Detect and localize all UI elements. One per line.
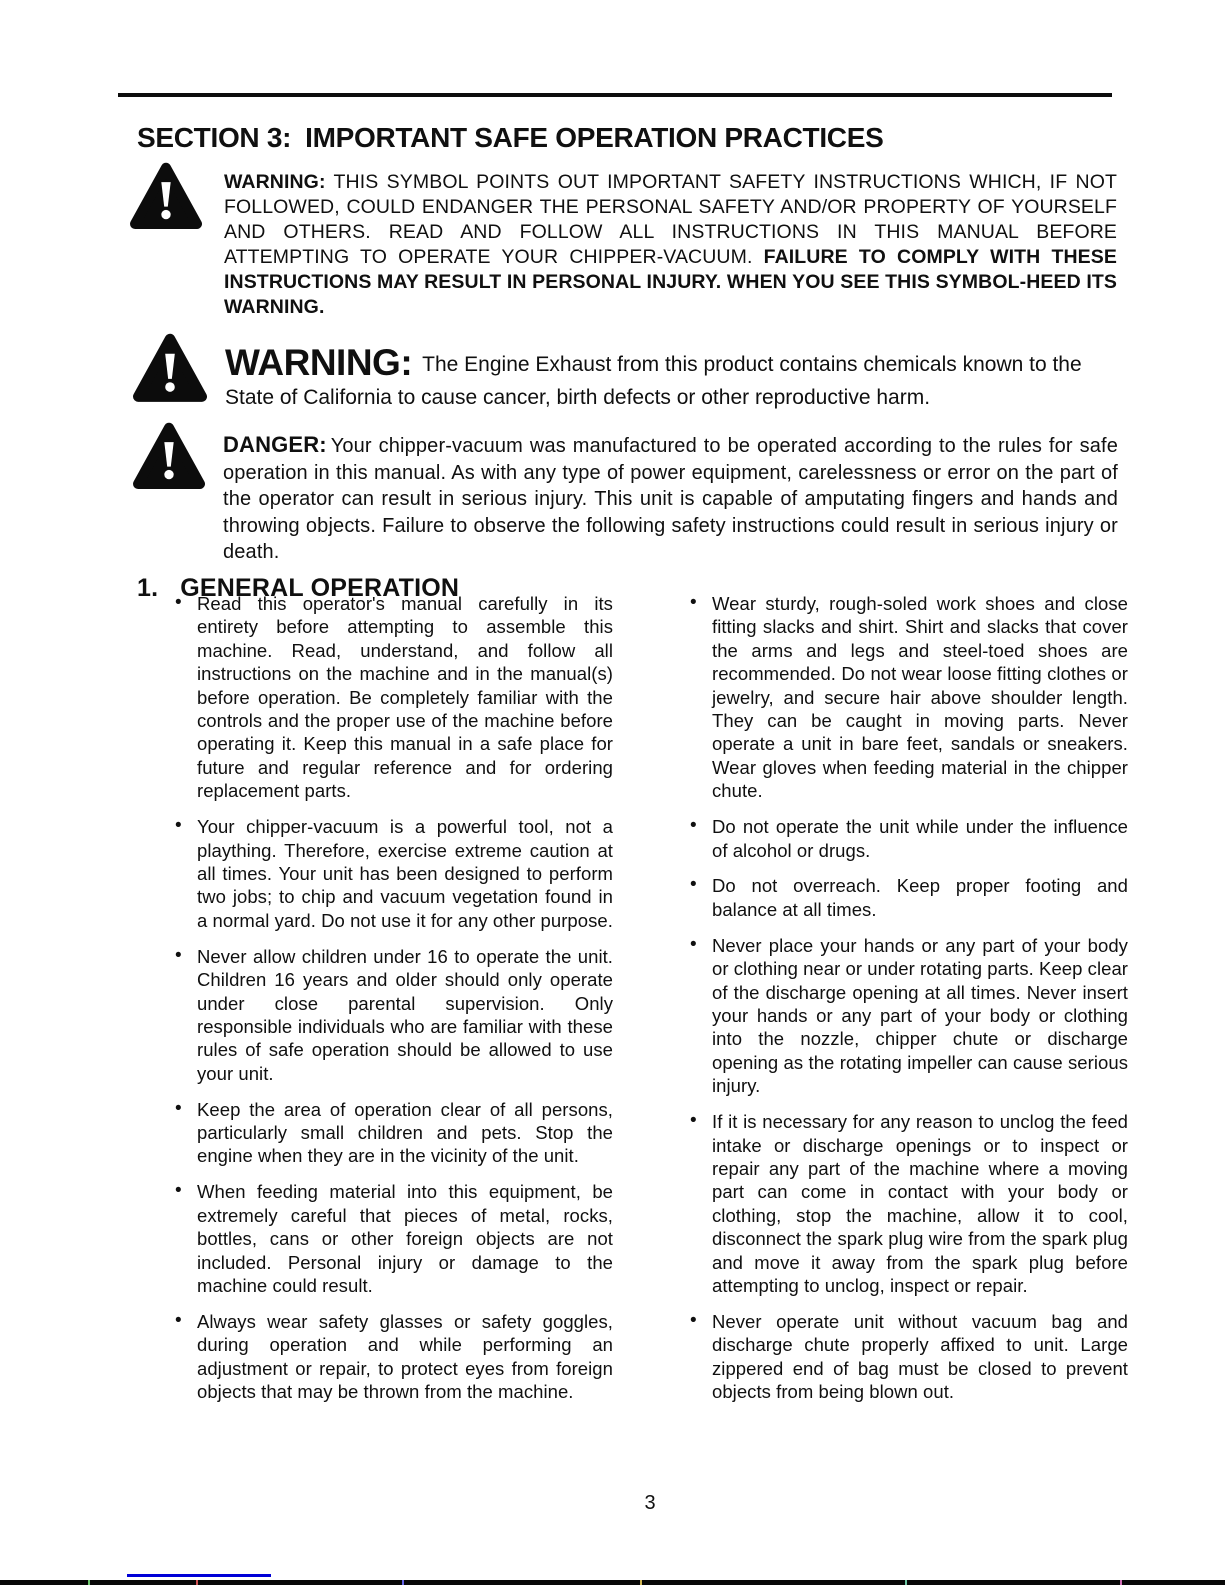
bullet-item: • If it is necessary for any reason to unclog the feed intake or discharge openings or to inspect or repair any part of the machine where a moving part can come in contact with your body or clothing, stop the machine, allow it to cool, disconnect the spark plug wire from the spark plug and move it away from the spark plug before attempting to unclog, inspect or repair.: [688, 1110, 1128, 1297]
bullet-item: • Never allow children under 16 to operate the unit. Children 16 years and older should only operate under close parental supervision. Only responsible individuals who are familiar with these rules of safe operation should be allowed to use your unit.: [173, 945, 613, 1085]
section-title-text: IMPORTANT SAFE OPERATION PRACTICES: [305, 121, 884, 153]
top-horizontal-rule: [118, 93, 1112, 97]
page-title: [137, 122, 883, 154]
bullet-columns: [173, 592, 1128, 1416]
warning-label: WARNING:: [224, 170, 326, 193]
heading-number: 1.: [137, 573, 159, 602]
page-number: 3: [644, 1492, 656, 1514]
symbol-warning-block: [130, 150, 1118, 339]
bullet-item: • Do not overreach. Keep proper footing and balance at all times.: [688, 874, 1128, 921]
bullet-item: • Wear sturdy, rough-soled work shoes and close fitting slacks and shirt. Shirt and slacks that cover the arms and legs and steel-toed shoes are recommended. Do not wear loose fitting clothes or jewelry, and secure hair above shoulder length. They can be caught in moving parts. Never operate a unit in bare feet, sandals or sneakers. Wear gloves when feeding material in the chipper chute.: [688, 592, 1128, 803]
left-bullet-list: [173, 592, 613, 1404]
danger-block: [133, 412, 1121, 586]
warning-text: The Engine Exhaust from this product contains chemicals known to the State of California to cause cancer, birth defects or other reproductive harm.: [225, 353, 1082, 409]
bullet-item: • Your chipper-vacuum is a powerful tool, not a plaything. Therefore, exercise extreme caution at all times. Your unit has been designed to perform two jobs; to chip and vacuum vegetation found in a normal yard. Do not use it for any other purpose.: [173, 815, 613, 932]
danger-text: [223, 432, 1118, 566]
bullet-item: • Always wear safety glasses or safety goggles, during operation and while performing an adjustment or repair, to protect eyes from foreign objects that may be thrown from the machine.: [173, 1310, 613, 1404]
scan-edge-artifact: [0, 1580, 1225, 1585]
bottom-blue-line: [127, 1574, 271, 1577]
warning-text-bold: FAILURE TO COMPLY WITH THESE INSTRUCTIONS MAY RESULT IN PERSONAL INJURY. WHEN YOU SEE THIS SYMBOL-HEED ITS WARNING.: [224, 245, 1117, 318]
bullet-item: • Keep the area of operation clear of all persons, particularly small children and pets. Stop the engine when they are in the vicinity of the unit.: [173, 1098, 613, 1168]
bullet-item: • Never place your hands or any part of your body or clothing near or under rotating parts. Keep clear of the discharge opening at all times. Never insert your hands or any part of your body or clothing into the nozzle, chipper chute or discharge opening as the rotating impeller can cause serious injury.: [688, 934, 1128, 1098]
danger-text-body: Your chipper-vacuum was manufactured to be operated according to the rules for safe operation in this manual. As with any type of power equipment, carelessness or error on the part of the operator can result in serious injury. This unit is capable of amputating fingers and hands and throwing objects. Failure to observe the following safety instructions could result in serious injury or death.: [223, 435, 1118, 563]
right-column: [688, 592, 1128, 1416]
bullet-item: • When feeding material into this equipment, be extremely careful that pieces of metal, rocks, bottles, cans or other foreign objects are not included. Personal injury or damage to the machine could result.: [173, 1180, 613, 1297]
heading-title: GENERAL OPERATION: [180, 573, 460, 602]
bullet-item: • Do not operate the unit while under the influence of alcohol or drugs.: [688, 815, 1128, 862]
section-label: SECTION 3:: [137, 121, 292, 153]
right-bullet-list: [688, 592, 1128, 1404]
exhaust-warning-text: [225, 344, 1120, 414]
warning-label: WARNING:: [225, 342, 413, 383]
bullet-item: • Read this operator's manual carefully in its entirety before attempting to assemble this machine. Read, understand, and follow all instructions on the machine and in the manual(s) before operation. Be completely familiar with the controls and the proper use of the machine before operating it. Keep this manual in a safe place for future and regular reference and for ordering replacement parts.: [173, 592, 613, 803]
warning-triangle-icon: [130, 150, 202, 339]
danger-label: DANGER:: [223, 432, 327, 457]
bullet-item: • Never operate unit without vacuum bag and discharge chute properly affixed to unit. Large zippered end of bag must be closed to prevent objects from being blown out.: [688, 1310, 1128, 1404]
warning-triangle-icon: [133, 412, 205, 586]
left-column: [173, 592, 613, 1416]
symbol-warning-text: [224, 170, 1117, 320]
warning-text-normal: THIS SYMBOL POINTS OUT IMPORTANT SAFETY INSTRUCTIONS WHICH, IF NOT FOLLOWED, COULD ENDANGER THE PERSONAL SAFETY AND/OR PROPERTY OF YOURSELF AND OTHERS. READ AND FOLLOW ALL INSTRUCTIONS IN THIS MANUAL BEFORE ATTEMPTING TO OPERATE YOUR CHIPPER-VACUUM.: [224, 170, 1117, 268]
